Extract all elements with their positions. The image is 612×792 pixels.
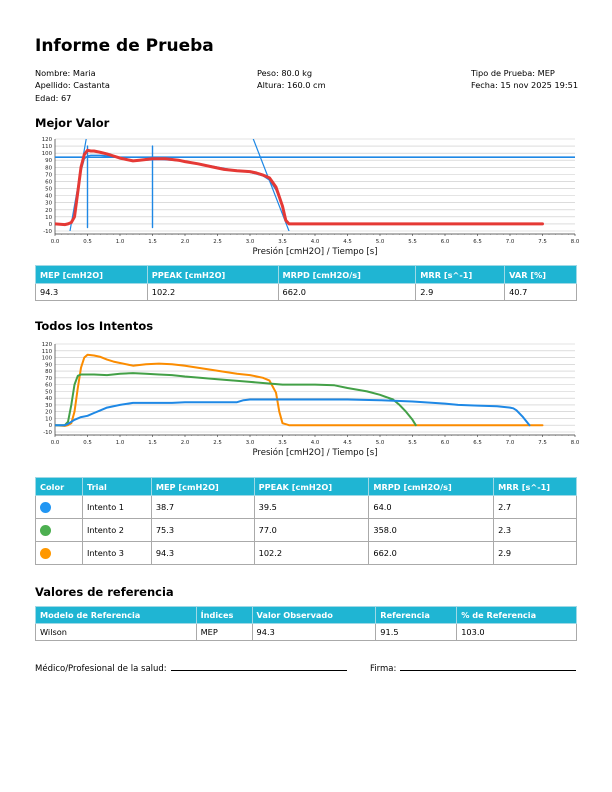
x-tick-label: 7.5 <box>538 239 547 245</box>
header-mrpd: MRPD [cmH2O/s] <box>369 478 494 496</box>
table-row <box>36 496 577 519</box>
y-tick-label: 20 <box>45 409 52 416</box>
header-percent: % de Referencia <box>457 607 577 624</box>
table-header-row <box>36 266 577 284</box>
x-tick-label: 7.0 <box>505 239 515 245</box>
x-tick-label: 7.5 <box>538 440 547 446</box>
table-row <box>36 542 577 565</box>
test-info-column <box>471 67 578 92</box>
cell-observed: 94.3 <box>252 624 376 641</box>
report-title: Informe de Prueba <box>35 36 214 56</box>
x-tick-label: 3.0 <box>245 440 255 446</box>
y-tick-label: 10 <box>45 416 52 423</box>
x-tick-label: 6.0 <box>440 440 450 446</box>
y-tick-label: 100 <box>41 355 52 362</box>
x-tick-label: 5.5 <box>408 239 417 245</box>
cell-mrr: 2.9 <box>494 542 577 565</box>
x-tick-label: 1.0 <box>115 440 125 446</box>
test-date: Fecha: 15 nov 2025 19:51 <box>471 80 579 91</box>
y-tick-label: 120 <box>41 137 52 143</box>
section-all-title: Todos los Intentos <box>35 319 154 333</box>
all-trials-chart <box>30 338 580 460</box>
table-row <box>36 624 577 641</box>
x-tick-label: 4.5 <box>343 239 352 245</box>
header-model: Modelo de Referencia <box>36 607 197 624</box>
y-tick-label: 10 <box>45 214 52 221</box>
y-tick-label: 80 <box>45 165 52 172</box>
x-tick-label: 7.0 <box>505 440 515 446</box>
x-tick-label: 2.5 <box>213 239 222 245</box>
patient-surname: Apellido: Castanta <box>35 80 110 91</box>
x-tick-label: 4.0 <box>310 239 320 245</box>
cell-mep: 94.3 <box>151 542 254 565</box>
x-tick-label: 6.5 <box>473 239 482 245</box>
physician-signature-field <box>35 663 347 674</box>
y-tick-label: -10 <box>43 229 52 235</box>
cell-mep: 38.7 <box>151 496 254 519</box>
table-row <box>36 519 577 542</box>
patient-name: Nombre: Maria <box>35 68 96 78</box>
x-tick-label: 1.0 <box>115 239 125 245</box>
cell-mep: 75.3 <box>151 519 254 542</box>
cell-percent: 103.0 <box>457 624 577 641</box>
physician-signature-line <box>171 663 347 671</box>
patient-info-column <box>35 67 110 104</box>
cell-ppeak: 39.5 <box>254 496 369 519</box>
header-observed: Valor Observado <box>252 607 376 624</box>
y-tick-label: 40 <box>45 193 52 200</box>
patient-height: Altura: 160.0 cm <box>257 80 326 91</box>
y-tick-label: 50 <box>45 389 52 396</box>
cell-mrr: 2.3 <box>494 519 577 542</box>
series-line <box>55 400 530 426</box>
y-tick-label: -10 <box>43 430 52 436</box>
y-tick-label: 30 <box>45 200 52 207</box>
header-mrpd: MRPD [cmH2O/s] <box>278 266 416 284</box>
cell-index: MEP <box>196 624 252 641</box>
section-best-title: Mejor Valor <box>35 116 110 130</box>
cell-ppeak: 77.0 <box>254 519 369 542</box>
best-value-table <box>35 265 577 301</box>
header-reference: Referencia <box>376 607 457 624</box>
y-tick-label: 110 <box>41 144 52 151</box>
signature-label: Firma: <box>370 664 397 674</box>
x-tick-label: 5.5 <box>408 440 417 446</box>
test-type: Tipo de Prueba: MEP <box>471 68 555 78</box>
y-tick-label: 70 <box>45 375 52 382</box>
header-ppeak: PPEAK [cmH2O] <box>147 266 278 284</box>
y-tick-label: 90 <box>45 158 52 165</box>
section-reference-title: Valores de referencia <box>35 585 174 599</box>
cell-mrpd: 358.0 <box>369 519 494 542</box>
best-value-chart <box>30 133 580 261</box>
physician-label: Médico/Profesional de la salud: <box>35 664 167 674</box>
header-indices: Índices <box>196 607 252 624</box>
y-tick-label: 40 <box>45 396 52 403</box>
reference-table <box>35 606 577 641</box>
x-tick-label: 2.0 <box>180 239 190 245</box>
x-tick-label: 0.5 <box>83 440 92 446</box>
table-row <box>36 284 577 301</box>
x-tick-label: 6.5 <box>473 440 482 446</box>
y-tick-label: 100 <box>41 151 52 158</box>
y-tick-label: 50 <box>45 186 52 193</box>
x-tick-label: 8.0 <box>570 239 580 245</box>
header-mep: MEP [cmH2O] <box>36 266 148 284</box>
x-tick-label: 0.0 <box>50 440 60 446</box>
cell-trial: Intento 1 <box>82 496 151 519</box>
x-axis-label: Presión [cmH2O] / Tiempo [s] <box>252 448 378 458</box>
x-tick-label: 8.0 <box>570 440 580 446</box>
x-tick-label: 2.5 <box>213 440 222 446</box>
cell-mrpd: 662.0 <box>278 284 416 301</box>
y-tick-label: 0 <box>48 221 52 228</box>
series-line <box>55 355 543 426</box>
x-tick-label: 1.5 <box>148 440 157 446</box>
series-line <box>55 155 283 224</box>
series-line <box>55 150 543 224</box>
table-header-row <box>36 607 577 624</box>
x-tick-label: 2.0 <box>180 440 190 446</box>
x-tick-label: 3.0 <box>245 239 255 245</box>
y-tick-label: 80 <box>45 369 52 376</box>
header-var: VAR [%] <box>505 266 577 284</box>
cell-mrr: 2.9 <box>416 284 505 301</box>
x-axis-label: Presión [cmH2O] / Tiempo [s] <box>252 247 378 257</box>
patient-body-column <box>257 67 326 92</box>
signature-field <box>370 663 576 674</box>
signature-line <box>400 663 576 671</box>
y-tick-label: 60 <box>45 382 52 389</box>
y-tick-label: 0 <box>48 423 52 430</box>
cell-reference: 91.5 <box>376 624 457 641</box>
y-tick-label: 70 <box>45 172 52 179</box>
all-trials-chart-svg <box>30 338 580 460</box>
x-tick-label: 4.5 <box>343 440 352 446</box>
cell-mrr: 2.7 <box>494 496 577 519</box>
header-ppeak: PPEAK [cmH2O] <box>254 478 369 496</box>
x-tick-label: 0.5 <box>83 239 92 245</box>
x-tick-label: 5.0 <box>375 440 385 446</box>
cell-mrpd: 662.0 <box>369 542 494 565</box>
trial-2-color-dot <box>40 525 51 536</box>
cell-ppeak: 102.2 <box>254 542 369 565</box>
cell-trial: Intento 2 <box>82 519 151 542</box>
y-tick-label: 60 <box>45 179 52 186</box>
cell-model: Wilson <box>36 624 197 641</box>
trials-table <box>35 477 577 565</box>
cell-trial: Intento 3 <box>82 542 151 565</box>
best-value-chart-svg <box>30 133 580 261</box>
patient-age: Edad: 67 <box>35 92 72 103</box>
header-color: Color <box>36 478 83 496</box>
x-tick-label: 0.0 <box>50 239 60 245</box>
cell-ppeak: 102.2 <box>147 284 278 301</box>
table-header-row <box>36 478 577 496</box>
cell-mep: 94.3 <box>36 284 148 301</box>
y-tick-label: 90 <box>45 362 52 369</box>
x-tick-label: 4.0 <box>310 440 320 446</box>
x-tick-label: 6.0 <box>440 239 450 245</box>
x-tick-label: 5.0 <box>375 239 385 245</box>
patient-weight: Peso: 80.0 kg <box>257 68 313 78</box>
y-tick-label: 110 <box>41 348 52 355</box>
x-tick-label: 3.5 <box>278 440 287 446</box>
x-tick-label: 1.5 <box>148 239 157 245</box>
cell-mrpd: 64.0 <box>369 496 494 519</box>
header-mrr: MRR [s^-1] <box>416 266 505 284</box>
y-tick-label: 120 <box>41 342 52 348</box>
trial-1-color-dot <box>40 502 51 513</box>
y-tick-label: 20 <box>45 207 52 214</box>
header-trial: Trial <box>82 478 151 496</box>
cell-var: 40.7 <box>505 284 577 301</box>
x-tick-label: 3.5 <box>278 239 287 245</box>
header-mep: MEP [cmH2O] <box>151 478 254 496</box>
y-tick-label: 30 <box>45 402 52 409</box>
trial-3-color-dot <box>40 548 51 559</box>
header-mrr: MRR [s^-1] <box>494 478 577 496</box>
